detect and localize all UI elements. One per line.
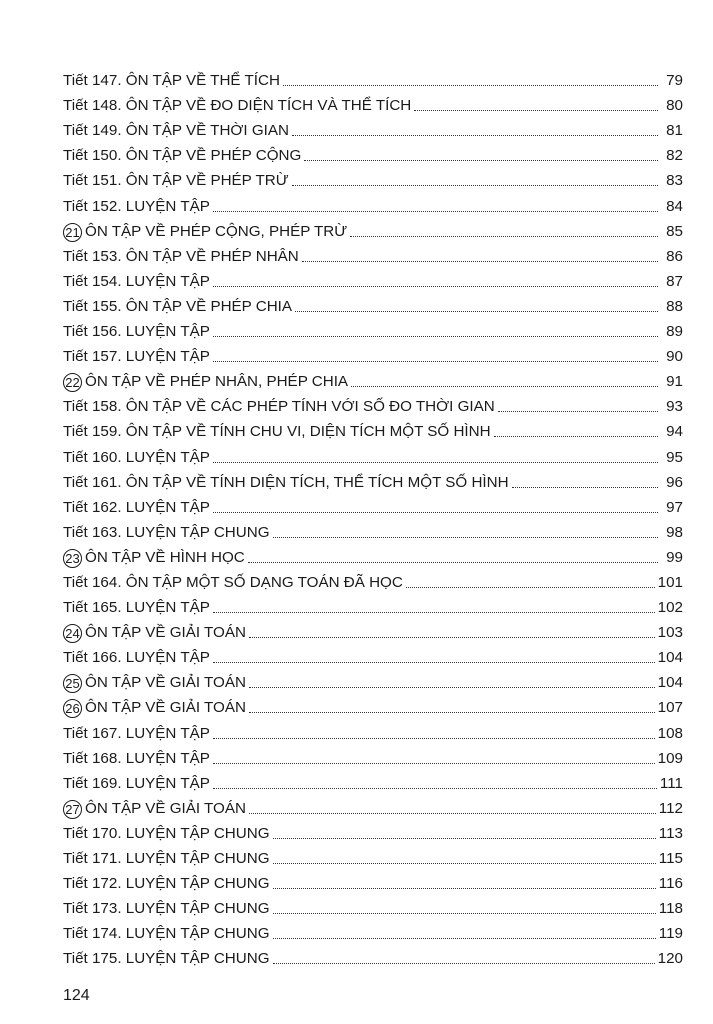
dot-leader [414, 110, 658, 111]
toc-lesson-entry[interactable] [63, 441, 683, 466]
toc-lesson-entry[interactable] [63, 492, 683, 517]
toc-entry-page: 116 [658, 875, 683, 893]
dot-leader [249, 637, 655, 638]
toc-lesson-entry[interactable] [63, 642, 683, 667]
toc-lesson-entry[interactable] [63, 943, 683, 968]
dot-leader [273, 888, 656, 889]
dot-leader [273, 838, 656, 839]
toc-lesson-entry[interactable] [63, 65, 683, 90]
section-number-badge: 23 [63, 549, 82, 568]
toc-entry-title: Tiết 153. ÔN TẬP VỀ PHÉP NHÂN [63, 247, 299, 265]
section-number-badge: 24 [63, 624, 82, 643]
toc-entry-page: 89 [666, 323, 683, 341]
toc-entry-title: Tiết 173. LUYỆN TẬP CHUNG [63, 900, 270, 918]
toc-entry-title: Tiết 167. LUYỆN TẬP [63, 724, 210, 742]
toc-entry-title: Tiết 170. LUYỆN TẬP CHUNG [63, 824, 270, 842]
toc-entry-page: 108 [657, 724, 683, 742]
dot-leader [406, 587, 655, 588]
toc-entry-page: 115 [658, 850, 683, 867]
dot-leader [213, 512, 658, 513]
page-number: 124 [63, 987, 90, 1004]
dot-leader [213, 336, 658, 337]
toc-entry-title: Tiết 159. ÔN TẬP VỀ TÍNH CHU VI, DIỆN TÍCH MỘT SỐ HÌNH [63, 423, 491, 441]
toc-entry-page: 109 [657, 749, 683, 767]
toc-entry-title: Tiết 175. LUYỆN TẬP CHUNG [63, 950, 270, 968]
toc-entry-title: Tiết 148. ÔN TẬP VỀ ĐO DIỆN TÍCH VÀ THỂ TÍCH [63, 97, 412, 115]
dot-leader [498, 411, 658, 412]
toc-section-entry[interactable] [63, 542, 683, 567]
dot-leader [249, 712, 655, 713]
toc-entry-title: Tiết 147. ÔN TẬP VỀ THỂ TÍCH [63, 72, 280, 90]
toc-lesson-entry[interactable] [63, 341, 683, 366]
dot-leader [273, 938, 656, 939]
toc-lesson-entry[interactable] [63, 717, 683, 742]
toc-lesson-entry[interactable] [63, 140, 683, 165]
toc-lesson-entry[interactable] [63, 868, 683, 893]
dot-leader [273, 963, 655, 964]
toc-entry-page: 104 [657, 649, 683, 667]
toc-entry-page: 94 [666, 423, 683, 441]
toc-lesson-entry[interactable] [63, 316, 683, 341]
toc-lesson-entry[interactable] [63, 241, 683, 266]
toc-lesson-entry[interactable] [63, 893, 683, 918]
toc-lesson-entry[interactable] [63, 467, 683, 492]
toc-section-entry[interactable] [63, 366, 683, 391]
toc-entry-page: 95 [666, 448, 683, 466]
toc-entry-title: ÔN TẬP VỀ HÌNH HỌC [85, 548, 245, 566]
toc-entry-page: 96 [666, 473, 683, 491]
toc-lesson-entry[interactable] [63, 90, 683, 115]
toc-entry-title: ÔN TẬP VỀ GIẢI TOÁN [85, 674, 246, 692]
dot-leader [304, 160, 658, 161]
dot-leader [213, 612, 655, 613]
toc-entry-title: Tiết 154. LUYỆN TẬP [63, 272, 210, 290]
toc-entry-page: 119 [658, 925, 683, 943]
section-number-badge: 25 [63, 674, 82, 693]
section-number-badge: 26 [63, 699, 82, 718]
toc-section-entry[interactable] [63, 793, 683, 818]
section-number-badge: 27 [63, 800, 82, 819]
toc-entry-title: ÔN TẬP VỀ PHÉP NHÂN, PHÉP CHIA [85, 373, 349, 391]
toc-lesson-entry[interactable] [63, 266, 683, 291]
dot-leader [350, 236, 658, 237]
toc-entry-page: 97 [666, 498, 683, 516]
toc-entry-title: Tiết 160. LUYỆN TẬP [63, 448, 210, 466]
dot-leader [213, 738, 655, 739]
toc-entry-page: 81 [666, 122, 683, 140]
toc-entry-title: Tiết 164. ÔN TẬP MỘT SỐ DẠNG TOÁN ĐÃ HỌC [63, 573, 403, 591]
dot-leader [292, 135, 658, 136]
toc-entry-page: 98 [666, 523, 683, 541]
toc-entry-page: 83 [666, 172, 683, 190]
toc-lesson-entry[interactable] [63, 416, 683, 441]
toc-section-entry[interactable] [63, 667, 683, 692]
toc-entry-page: 88 [666, 297, 683, 315]
dot-leader [295, 311, 658, 312]
toc-entry-title: Tiết 166. LUYỆN TẬP [63, 649, 210, 667]
toc-lesson-entry[interactable] [63, 517, 683, 542]
toc-entry-page: 91 [666, 373, 683, 391]
toc-entry-title: Tiết 168. LUYỆN TẬP [63, 749, 210, 767]
dot-leader [248, 562, 658, 563]
dot-leader [273, 913, 656, 914]
dot-leader [283, 85, 658, 86]
toc-entry-title: Tiết 161. ÔN TẬP VỀ TÍNH DIỆN TÍCH, THỂ TÍCH MỘT SỐ HÌNH [63, 473, 509, 491]
toc-entry-page: 111 [659, 774, 683, 792]
toc-lesson-entry[interactable] [63, 291, 683, 316]
toc-entry-title: Tiết 150. ÔN TẬP VỀ PHÉP CỘNG [63, 147, 302, 165]
toc-entry-page: 113 [658, 824, 683, 842]
toc-lesson-entry[interactable] [63, 115, 683, 140]
toc-lesson-entry[interactable] [63, 190, 683, 215]
toc-entry-page: 102 [657, 599, 683, 617]
toc-entry-title: Tiết 163. LUYỆN TẬP CHUNG [63, 523, 270, 541]
toc-entry-title: Tiết 174. LUYỆN TẬP CHUNG [63, 925, 270, 943]
toc-entry-title: ÔN TẬP VỀ GIẢI TOÁN [85, 699, 246, 717]
toc-entry-page: 84 [666, 197, 683, 215]
toc-lesson-entry[interactable] [63, 843, 683, 868]
toc-entry-title: Tiết 165. LUYỆN TẬP [63, 599, 210, 617]
dot-leader [213, 211, 658, 212]
toc-entry-title: Tiết 152. LUYỆN TẬP [63, 197, 210, 215]
toc-entry-title: Tiết 171. LUYỆN TẬP CHUNG [63, 850, 270, 867]
toc-entry-page: 107 [657, 699, 683, 717]
toc-lesson-entry[interactable] [63, 918, 683, 943]
table-of-contents [63, 65, 683, 968]
toc-section-entry[interactable] [63, 216, 683, 241]
toc-lesson-entry[interactable] [63, 592, 683, 617]
toc-entry-page: 90 [666, 348, 683, 366]
toc-entry-title: Tiết 172. LUYỆN TẬP CHUNG [63, 875, 270, 893]
dot-leader [249, 813, 656, 814]
toc-lesson-entry[interactable] [63, 768, 683, 793]
toc-entry-title: Tiết 155. ÔN TẬP VỀ PHÉP CHIA [63, 297, 293, 315]
toc-entry-page: 87 [666, 272, 683, 290]
toc-entry-title: Tiết 149. ÔN TẬP VỀ THỜI GIAN [63, 122, 290, 140]
toc-section-entry[interactable] [63, 617, 683, 642]
toc-entry-page: 112 [658, 799, 683, 817]
toc-entry-title: ÔN TẬP VỀ GIẢI TOÁN [85, 624, 246, 642]
toc-lesson-entry[interactable] [63, 743, 683, 768]
dot-leader [494, 436, 658, 437]
dot-leader [213, 788, 657, 789]
dot-leader [213, 763, 655, 764]
dot-leader [273, 863, 656, 864]
toc-entry-page: 120 [657, 950, 683, 968]
toc-entry-title: Tiết 169. LUYỆN TẬP [63, 774, 210, 792]
section-number-badge: 21 [63, 223, 82, 242]
toc-section-entry[interactable] [63, 692, 683, 717]
dot-leader [213, 662, 655, 663]
toc-entry-title: Tiết 158. ÔN TẬP VỀ CÁC PHÉP TÍNH VỚI SỐ ĐO THỜI GIAN [63, 398, 495, 416]
toc-entry-title: Tiết 156. LUYỆN TẬP [63, 323, 210, 341]
toc-lesson-entry[interactable] [63, 165, 683, 190]
toc-entry-title: Tiết 157. LUYỆN TẬP [63, 348, 210, 366]
dot-leader [249, 687, 655, 688]
toc-entry-page: 80 [666, 97, 683, 115]
toc-entry-page: 104 [657, 674, 683, 692]
toc-entry-page: 85 [666, 222, 683, 240]
toc-entry-page: 79 [666, 72, 683, 90]
dot-leader [302, 261, 658, 262]
toc-entry-page: 82 [666, 147, 683, 165]
toc-entry-title: ÔN TẬP VỀ PHÉP CỘNG, PHÉP TRỪ [85, 222, 348, 240]
dot-leader [351, 386, 658, 387]
toc-entry-page: 99 [666, 548, 683, 566]
dot-leader [292, 185, 658, 186]
toc-entry-page: 93 [666, 398, 683, 416]
toc-entry-page: 86 [666, 247, 683, 265]
toc-entry-page: 118 [658, 900, 683, 918]
section-number-badge: 22 [63, 373, 82, 392]
dot-leader [213, 286, 658, 287]
toc-entry-title: Tiết 151. ÔN TẬP VỀ PHÉP TRỪ [63, 172, 289, 190]
toc-entry-page: 103 [657, 624, 683, 642]
dot-leader [273, 537, 658, 538]
toc-entry-title: ÔN TẬP VỀ GIẢI TOÁN [85, 799, 246, 817]
dot-leader [512, 487, 658, 488]
toc-entry-title: Tiết 162. LUYỆN TẬP [63, 498, 210, 516]
toc-lesson-entry[interactable] [63, 818, 683, 843]
toc-entry-page: 101 [657, 573, 683, 591]
toc-lesson-entry[interactable] [63, 391, 683, 416]
dot-leader [213, 361, 658, 362]
toc-lesson-entry[interactable] [63, 567, 683, 592]
dot-leader [213, 462, 658, 463]
